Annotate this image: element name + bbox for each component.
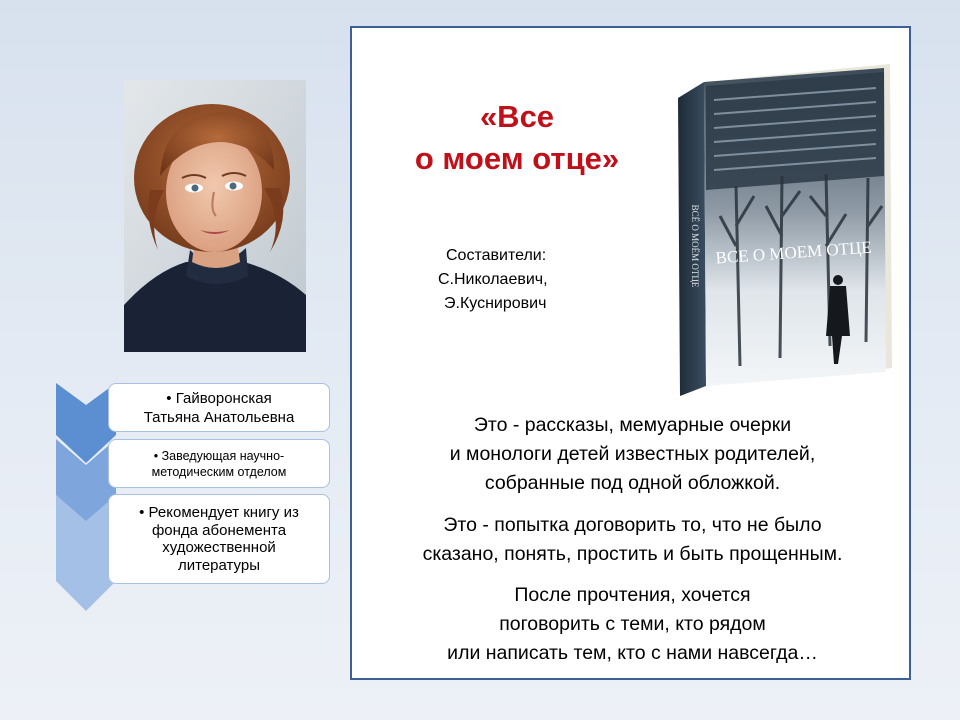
book-cover-title: ВСЕ О МОЕМ ОТЦЕ — [714, 237, 873, 268]
compiler-name: С.Николаевич, — [438, 271, 548, 288]
author-position-box — [108, 439, 330, 488]
description-line: поговорить с теми, кто рядом — [499, 613, 766, 635]
description-line: Это - рассказы, мемуарные очерки — [473, 414, 792, 436]
author-position-line: методическим отделом — [151, 464, 287, 479]
description-line: сказано, понять, простить и быть прощенным. — [422, 543, 843, 565]
author-name-line: • Гайворонская — [166, 389, 272, 407]
author-name-box — [108, 383, 330, 432]
description-line: собранные под одной обложкой. — [484, 472, 781, 494]
description-paragraph — [362, 581, 903, 668]
author-photo — [124, 80, 306, 352]
description-line: После прочтения, хочется — [514, 584, 751, 606]
book-title — [358, 96, 676, 180]
book-compilers — [424, 244, 664, 316]
description-paragraph — [362, 411, 903, 498]
recommendation-line: художественной — [162, 539, 276, 556]
chevron-arrow-icon — [56, 495, 116, 611]
description-line: и монологи детей известных родителей, — [449, 443, 816, 465]
description-line: Это - попытка договорить то, что не было — [443, 514, 822, 536]
recommendation-line: литературы — [177, 556, 261, 574]
author-position-line: • Заведующая научно- — [153, 448, 285, 463]
author-info-list — [56, 383, 332, 611]
description-paragraph — [362, 511, 903, 569]
description-line: или написать тем, кто с нами навсегда… — [447, 642, 818, 664]
author-name-line: Татьяна Анатольевна — [143, 408, 295, 426]
book-title-line: «Все — [479, 99, 555, 134]
book-title-line: о моем отце» — [414, 141, 620, 176]
compilers-heading: Составители: — [446, 247, 547, 264]
book-panel — [350, 26, 911, 680]
recommendation-line: фонда абонемента — [151, 521, 287, 539]
compiler-name: Э.Куснирович — [444, 295, 547, 312]
book-cover-image — [670, 46, 898, 398]
book-spine-title: ВСЁ О МОЁМ ОТЦЕ — [690, 204, 700, 288]
recommendation-line: • Рекомендует книгу из — [139, 504, 299, 521]
recommendation-box — [108, 494, 330, 584]
